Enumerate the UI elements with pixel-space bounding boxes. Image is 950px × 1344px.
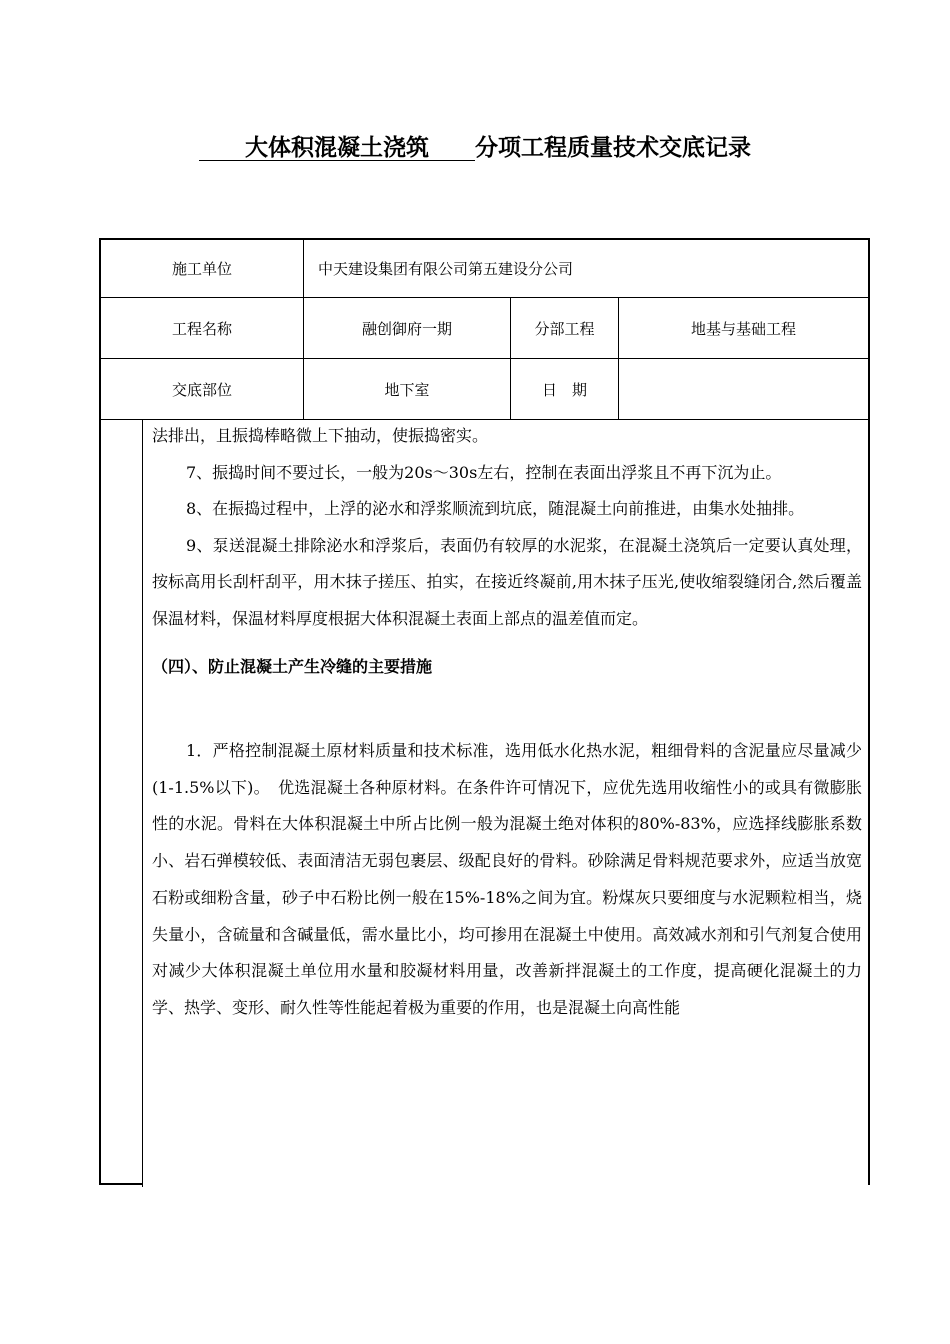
location-label: 交底部位	[171, 380, 232, 399]
paragraph-item-8: 8、在振捣过程中，上浮的泌水和浮浆顺流到坑底，随混凝土向前推进，由集水处抽排。	[186, 499, 805, 518]
division-value: 地基与基础工程	[690, 319, 796, 338]
division-label: 分部工程	[534, 319, 595, 338]
title-rest: 分项工程质量技术交底记录	[475, 135, 751, 161]
paragraph-item-9: 9、泵送混凝土排除泌水和浮浆后，表面仍有较厚的水泥浆，在混凝土浇筑后一定要认真处理，按标高用长刮杆刮平，用木抹子搓压、拍实，在接近终凝前,用木抹子压光,使收缩裂缝闭合,然后覆盖保温材料，保温材料厚度根据大体积混凝土表面上部点的温差值而定。	[152, 535, 862, 628]
paragraph-continuation: 法排出，且振捣棒略微上下抽动，使振捣密实。	[152, 426, 489, 445]
section-heading-4: （四）、防止混凝土产生冷缝的主要措施	[152, 657, 433, 676]
date-label: 日 期	[541, 380, 587, 399]
project-name-label: 工程名称	[171, 319, 232, 338]
date-value	[619, 359, 868, 419]
construction-unit-value: 中天建设集团有限公司第五建设分公司	[318, 260, 574, 278]
title-underlined: 大体积混凝土浇筑	[245, 135, 429, 161]
content-bottom-rule	[99, 1183, 143, 1185]
construction-unit-label: 施工单位	[171, 260, 232, 278]
disclosure-content	[152, 418, 862, 1027]
paragraph-item-7: 7、振捣时间不要过长，一般为20s～30s左右，控制在表面出浮浆且不再下沉为止。	[186, 462, 782, 482]
project-name-value: 融创御府一期	[361, 319, 452, 338]
location-value: 地下室	[384, 380, 430, 399]
content-left-rule	[142, 420, 143, 1187]
paragraph-measure-1: 1．严格控制混凝土原材料质量和技术标准，选用低水化热水泥，粗细骨料的含泥量应尽量减少(1-1.5%以下)。 优选混凝土各种原材料。在条件许可情况下，应优先选用收缩性小的或具有微膨胀性的水泥。骨料在大体积混凝土中所占比例一般为混凝土绝对体积的80%-83%，应选择线膨胀系数小、岩石弹模较低、表面清洁无弱包裹层、级配良好的骨料。砂除满足骨料规范要求外，应适当放宽石粉或细粉含量，砂子中石粉比例一般在15%-18%之间为宜。粉煤灰只要细度与水泥颗粒相当，烧失量小，含硫量和含碱量低，需水量比小，均可掺用在混凝土中使用。高效减水剂和引气剂复合使用对减少大体积混凝土单位用水量和胶凝材料用量，改善新拌混凝土的工作度，提高硬化混凝土的力学、热学、变形、耐久性等性能起着极为重要的作用，也是混凝土向高性能	[152, 741, 862, 1017]
document-title	[0, 130, 950, 166]
